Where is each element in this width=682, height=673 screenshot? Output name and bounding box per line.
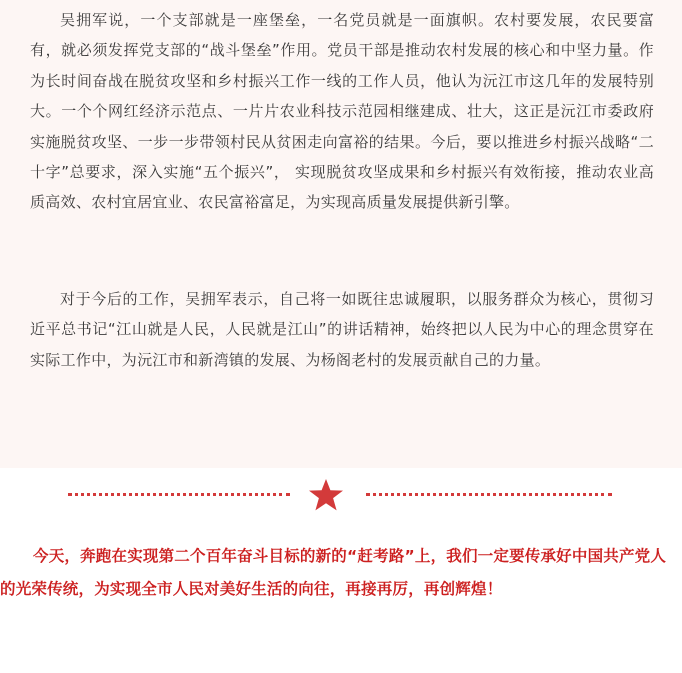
article-paragraph-1: 吴拥军说，一个支部就是一座堡垒，一名党员就是一面旗帜。农村要发展，农民要富有，就必须发挥党支部的“战斗堡垒”作用。党员干部是推动农村发展的核心和中坚力量。作为长时间奋战在脱贫攻坚和乡村振兴工作一线的工作人员，他认为沅江市这几年的发展特别大。一个个网红经济示范点、一片片农业科技示范园相继建成、壮大，这正是沅江市委政府实施脱贫攻坚、一步一步带领村民从贫困走向富裕的结果。今后，要以推进乡村振兴战略“二十字”总要求，深入实施“五个振兴”， 实现脱贫攻坚成果和乡村振兴有效衔接，推动农业高质高效、农村宜居宜业、农民富裕富足，为实现高质量发展提供新引擎。 (30, 11, 654, 212)
dotted-line-left (68, 493, 290, 496)
star-divider (0, 480, 682, 510)
dotted-line-right (366, 493, 612, 496)
closing-statement: 今天，奔跑在实现第二个百年奋斗目标的新的“赶考路”上，我们一定要传承好中国共产党人的光荣传统，为实现全市人民对美好生活的向往，再接再厉，再创辉煌！ (0, 547, 667, 598)
article-paragraph-2: 对于今后的工作，吴拥军表示，自己将一如既往忠诚履职，以服务群众为核心，贯彻习近平总书记“江山就是人民，人民就是江山”的讲话精神，始终把以人民为中心的理念贯穿在实际工作中，为沅江市和新湾镇的发展、为杨阁老村的发展贡献自己的力量。 (30, 290, 654, 369)
star-icon (307, 478, 345, 512)
